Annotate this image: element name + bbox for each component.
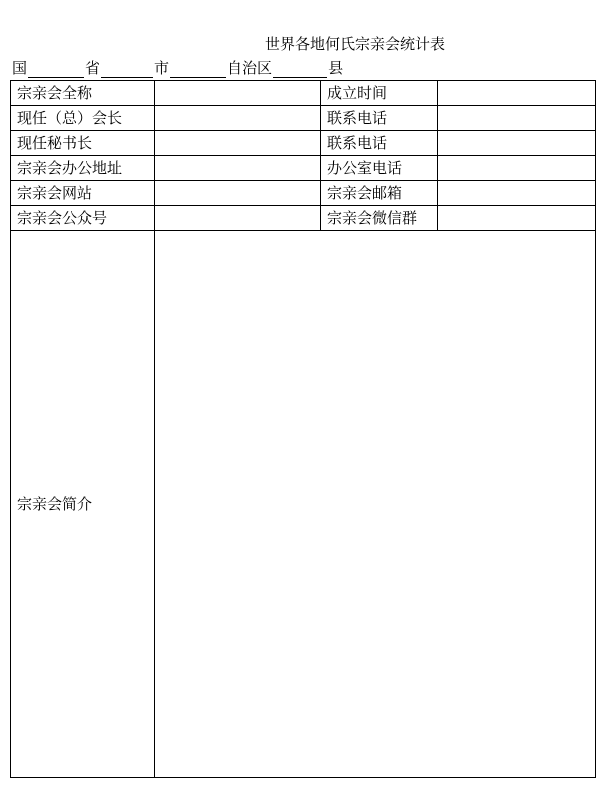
official-account-label: 宗亲会公众号 [11,206,155,231]
region-line [12,58,343,78]
official-account-field[interactable] [155,206,321,231]
county-blank[interactable] [273,61,327,78]
secretary-phone-label: 联系电话 [321,131,438,156]
secretary-label: 现任秘书长 [11,131,155,156]
full-name-field[interactable] [155,81,321,106]
secretary-phone-field[interactable] [438,131,596,156]
email-field[interactable] [438,181,596,206]
table-row [11,81,596,106]
statistics-table [10,80,596,778]
president-phone-label: 联系电话 [321,106,438,131]
full-name-label: 宗亲会全称 [11,81,155,106]
website-field[interactable] [155,181,321,206]
table-row [11,106,596,131]
city-label: 市 [154,59,170,77]
province-label: 省 [85,59,101,77]
president-label: 现任（总）会长 [11,106,155,131]
table-row [11,131,596,156]
website-label: 宗亲会网站 [11,181,155,206]
country-label: 国 [12,59,28,77]
province-blank[interactable] [28,61,84,78]
office-address-field[interactable] [155,156,321,181]
autonomous-region-label: 自治区 [227,59,273,77]
president-field[interactable] [155,106,321,131]
secretary-field[interactable] [155,131,321,156]
office-phone-label: 办公室电话 [321,156,438,181]
introduction-label: 宗亲会简介 [11,231,155,778]
office-address-label: 宗亲会办公地址 [11,156,155,181]
founded-date-field[interactable] [438,81,596,106]
autonomous-region-blank[interactable] [170,61,226,78]
introduction-field[interactable] [155,231,596,778]
table-row [11,231,596,778]
table-row [11,181,596,206]
email-label: 宗亲会邮箱 [321,181,438,206]
table-row [11,156,596,181]
page-title: 世界各地何氏宗亲会统计表 [265,35,446,53]
office-phone-field[interactable] [438,156,596,181]
wechat-group-field[interactable] [438,206,596,231]
table-row [11,206,596,231]
county-label: 县 [328,59,344,77]
city-blank[interactable] [101,61,153,78]
founded-date-label: 成立时间 [321,81,438,106]
president-phone-field[interactable] [438,106,596,131]
wechat-group-label: 宗亲会微信群 [321,206,438,231]
